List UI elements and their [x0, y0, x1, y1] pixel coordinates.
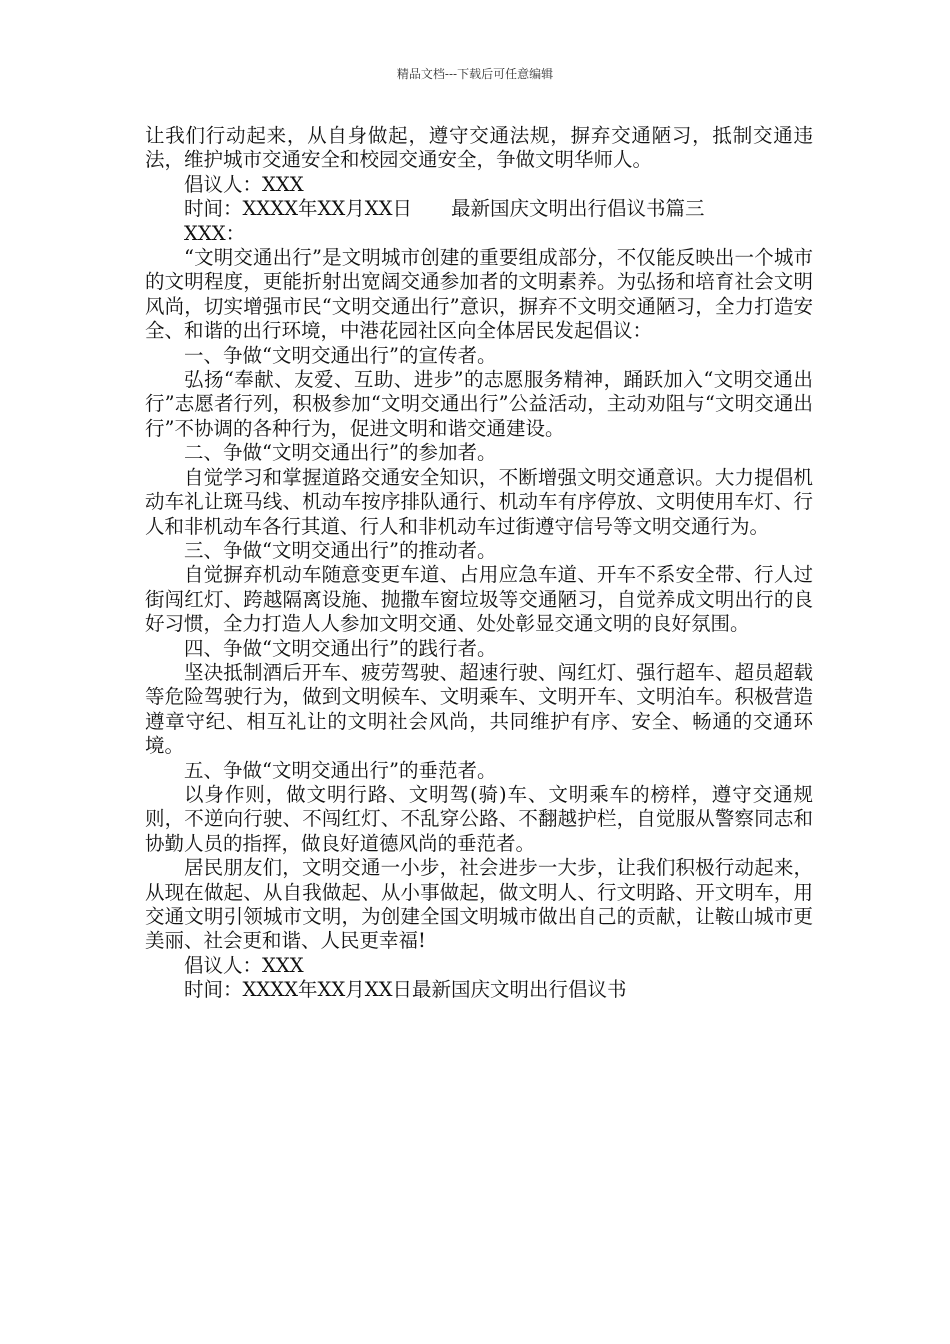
paragraph: 自觉学习和掌握道路交通安全知识，不断增强文明交通意识。大力提倡机动车礼让斑马线、机动车按序排队通行、机动车有序停放、文明使用车灯、行人和非机动车各行其道、行人和非机动车过街遵守信号等文明交通行为。	[145, 465, 813, 538]
paragraph: 坚决抵制酒后开车、疲劳驾驶、超速行驶、闯红灯、强行超车、超员超载等危险驾驶行为，做到文明候车、文明乘车、文明开车、文明泊车。积极营造遵章守纪、相互礼让的文明社会风尚，共同维护有序、安全、畅通的交通环境。	[145, 660, 813, 758]
paragraph: 居民朋友们，文明交通一小步，社会进步一大步，让我们积极行动起来，从现在做起、从自我做起、从小事做起，做文明人、行文明路、开文明车，用交通文明引领城市文明，为创建全国文明城市做出自己的贡献，让鞍山城市更美丽、社会更和谐、人民更幸福!	[145, 856, 813, 953]
signature-line: 倡议人：XXX	[184, 953, 304, 977]
paragraph: “文明交通出行”是文明城市创建的重要组成部分，不仅能反映出一个城市的文明程度，更能折射出宽阔交通参加者的文明素养。为弘扬和培育社会文明风尚，切实增强市民“文明交通出行”意识，摒弃不文明交通陋习，全力打造安全、和谐的出行环境，中港花园社区向全体居民发起倡议：	[145, 246, 813, 343]
section-heading: 四、争做“文明交通出行”的践行者。	[184, 636, 497, 660]
paragraph: 自觉摒弃机动车随意变更车道、占用应急车道、开车不系安全带、行人过街闯红灯、跨越隔离设施、抛撒车窗垃圾等交通陋习，自觉养成文明出行的良好习惯，全力打造人人参加文明交通、处处彰显交通文明的良好氛围。	[145, 563, 813, 636]
date-line: 时间：XXXX年XX月XX日最新国庆文明出行倡议书	[184, 978, 627, 1002]
section-heading: 五、争做“文明交通出行”的垂范者。	[184, 758, 497, 782]
paragraph: 弘扬“奉献、友爱、互助、进步”的志愿服务精神，踊跃加入“文明交通出行”志愿者行列，积极参加“文明交通出行”公益活动，主动劝阻与“文明交通出行”不协调的各种行为，促进文明和谐交通建设。	[145, 368, 813, 440]
paragraph: XXX：	[184, 221, 246, 245]
paragraph: 时间：XXXX年XX月XX日 最新国庆文明出行倡议书篇三	[184, 197, 705, 221]
section-heading: 二、争做“文明交通出行”的参加者。	[184, 441, 497, 465]
section-heading: 一、争做“文明交通出行”的宣传者。	[184, 343, 497, 367]
section-heading: 三、争做“文明交通出行”的推动者。	[184, 538, 497, 562]
page-header: 精品文档---下载后可任意编辑	[396, 67, 554, 81]
paragraph: 倡议人：XXX	[184, 172, 304, 196]
paragraph: 以身作则，做文明行路、文明驾(骑)车、文明乘车的榜样，遵守交通规则，不逆向行驶、不闯红灯、不乱穿公路、不翻越护栏，自觉服从警察同志和协勤人员的指挥，做良好道德风尚的垂范者。	[145, 782, 813, 855]
paragraph: 让我们行动起来，从自身做起，遵守交通法规，摒弃交通陋习，抵制交通违法，维护城市交通安全和校园交通安全，争做文明华师人。	[145, 124, 813, 172]
document-body	[145, 124, 813, 1003]
